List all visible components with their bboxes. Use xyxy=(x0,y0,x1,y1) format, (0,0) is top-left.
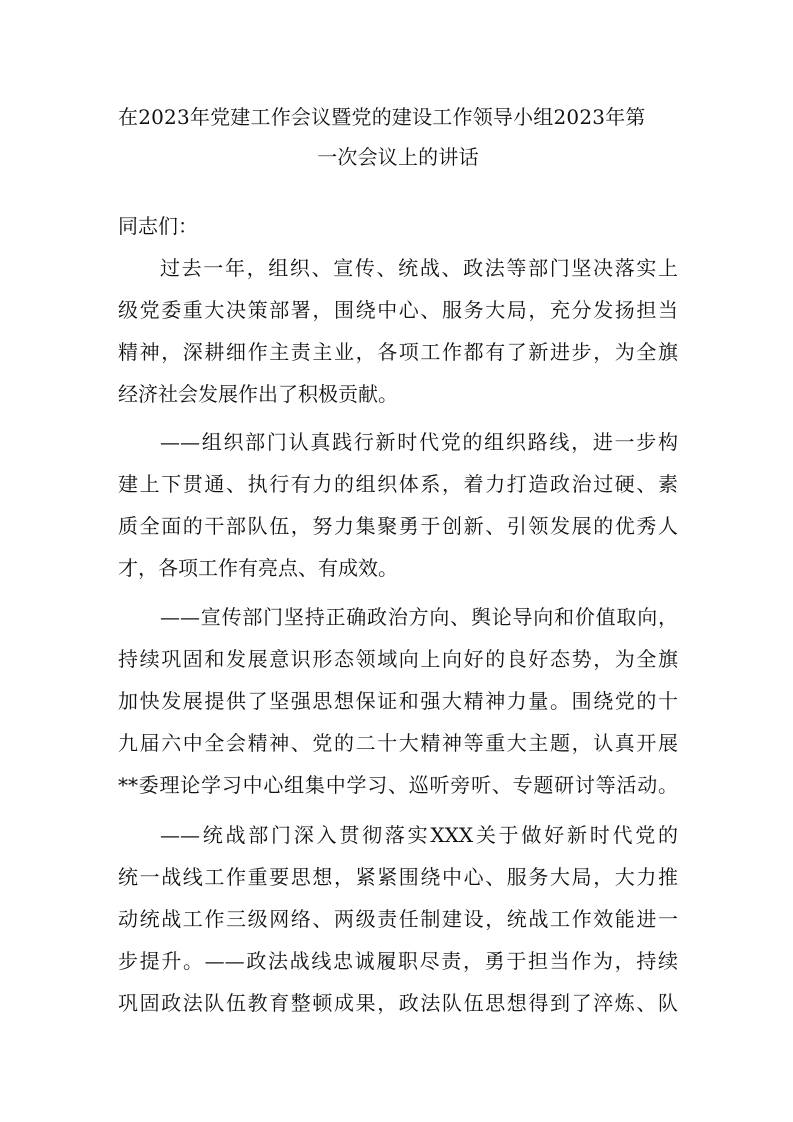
paragraph-1-line-2: 级党委重大决策部署，围绕中心、服务大局，充分发扬担当 xyxy=(118,298,678,322)
paragraph-3-line-4: 九届六中全会精神、党的二十大精神等重大主题，认真开展 xyxy=(118,731,678,755)
paragraph-1-line-4: 经济社会发展作出了积极贡献。 xyxy=(118,382,398,406)
paragraph-2-line-4: 才，各项工作有亮点、有成效。 xyxy=(118,556,398,580)
paragraph-3-line-1: ——宣传部门坚持正确政治方向、舆论导向和价值取向， xyxy=(160,605,678,629)
paragraph-4-line-1: ——统战部门深入贯彻落实XXX关于做好新时代党的 xyxy=(160,823,678,847)
paragraph-4-line-2: 统一战线工作重要思想，紧紧围绕中心、服务大局，大力推 xyxy=(118,865,678,889)
paragraph-2-line-2: 建上下贯通、执行有力的组织体系，着力打造政治过硬、素 xyxy=(118,472,678,496)
paragraph-1-line-1: 过去一年，组织、宣传、统战、政法等部门坚决落实上 xyxy=(160,256,678,280)
document-title-line-2: 一次会议上的讲话 xyxy=(317,145,479,169)
paragraph-4-line-4: 步提升。——政法战线忠诚履职尽责，勇于担当作为，持续 xyxy=(118,949,678,973)
paragraph-4-line-5: 巩固政法队伍教育整顿成果，政法队伍思想得到了淬炼、队 xyxy=(118,991,678,1015)
paragraph-3-line-2: 持续巩固和发展意识形态领域向上向好的良好态势，为全旗 xyxy=(118,647,678,671)
paragraph-4-line-3: 动统战工作三级网络、两级责任制建设，统战工作效能进一 xyxy=(118,907,678,931)
paragraph-2-line-1: ——组织部门认真践行新时代党的组织路线，进一步构 xyxy=(160,430,678,454)
paragraph-3-line-3: 加快发展提供了坚强思想保证和强大精神力量。围绕党的十 xyxy=(118,689,678,713)
paragraph-3-line-5: **委理论学习中心组集中学习、巡听旁听、专题研讨等活动。 xyxy=(118,773,678,797)
salutation: 同志们： xyxy=(118,214,198,238)
document-title-line-1: 在2023年党建工作会议暨党的建设工作领导小组2023年第 xyxy=(118,105,646,129)
paragraph-2-line-3: 质全面的干部队伍，努力集聚勇于创新、引领发展的优秀人 xyxy=(118,514,678,538)
paragraph-1-line-3: 精神，深耕细作主责主业，各项工作都有了新进步，为全旗 xyxy=(118,340,678,364)
